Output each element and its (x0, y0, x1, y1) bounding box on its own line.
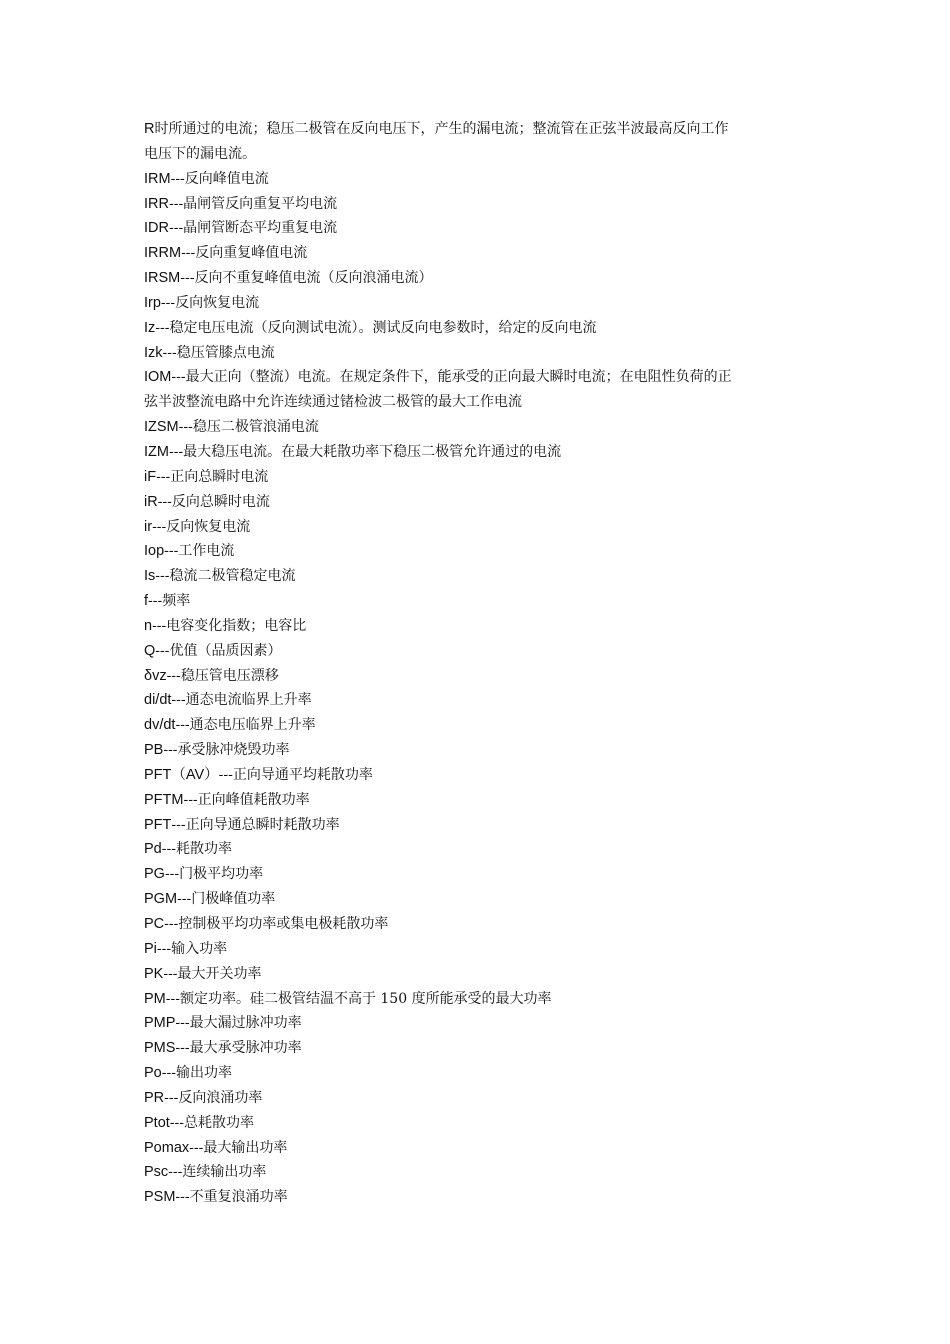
parameter-symbol: Iop (144, 543, 165, 560)
parameter-symbol: IRR (144, 195, 169, 212)
parameter-description: ---反向恢复电流 (160, 294, 260, 311)
parameter-description: ---不重复浪涌功率 (175, 1189, 288, 1206)
parameter-symbol: Iz (144, 319, 156, 336)
parameter-symbol: IOM (144, 369, 172, 386)
text-line (144, 688, 814, 713)
parameter-symbol: Irp (144, 294, 161, 311)
parameter-symbol: PFTM (144, 791, 184, 808)
parameter-symbol: Q (144, 642, 156, 659)
parameter-symbol: PSM (144, 1189, 176, 1206)
text-line (144, 813, 814, 838)
parameter-description: ---频率 (148, 593, 191, 610)
parameter-description: ---优值（品质因素） (155, 642, 282, 659)
parameter-description: ---输入功率 (156, 940, 228, 957)
parameter-symbol: IRSM (144, 270, 181, 287)
text-line (144, 1136, 814, 1161)
parameter-symbol: PMP (144, 1015, 176, 1032)
parameter-symbol: iR (144, 493, 158, 510)
text-line (144, 1061, 814, 1086)
text-line (144, 639, 814, 664)
parameter-symbol: Po (144, 1065, 162, 1082)
parameter-symbol: PK (144, 965, 164, 982)
parameter-symbol: Pomax (144, 1139, 190, 1156)
parameter-description: ---反向总瞬时电流 (157, 493, 270, 510)
parameter-description: ---稳压管电压漂移 (166, 667, 279, 684)
parameter-symbol: IRRM (144, 245, 182, 262)
text-line (144, 713, 814, 738)
parameter-description: ---输出功率 (161, 1065, 232, 1082)
parameter-description: ---通态电压临界上升率 (175, 717, 316, 734)
parameter-description: ---电容变化指数；电容比 (152, 617, 307, 634)
parameter-symbol: Izk (144, 344, 163, 361)
parameter-description: 弦半波整流电路中允许连续通过锗检波二极管的最大工作电流 (144, 394, 522, 411)
parameter-description: ---正向峰值耗散功率 (183, 791, 310, 808)
text-line (144, 763, 814, 788)
parameter-symbol: dv/dt (144, 717, 176, 734)
text-line (144, 1185, 814, 1210)
parameter-description: ---额定功率。硅二极管结温不高于 150 度所能承受的最大功率 (165, 990, 552, 1007)
parameter-description: ---最大输出功率 (189, 1139, 288, 1156)
parameter-description: ---反向浪涌功率 (164, 1089, 263, 1106)
parameter-description: ---最大漏过脉冲功率 (175, 1015, 302, 1032)
text-line (144, 664, 814, 689)
parameter-symbol: Pd (144, 841, 162, 858)
text-line (144, 1011, 814, 1036)
text-line (144, 192, 814, 217)
parameter-description: ---正向导通平均耗散功率 (218, 766, 373, 783)
parameter-description: ---稳压管膝点电流 (162, 344, 275, 361)
parameter-description: ---反向恢复电流 (152, 518, 251, 535)
parameter-symbol: Psc (144, 1164, 169, 1181)
parameter-symbol: PR (144, 1089, 165, 1106)
parameter-description: ---稳流二极管稳定电流 (155, 568, 296, 585)
parameter-symbol: n (144, 617, 153, 634)
text-line (144, 837, 814, 862)
parameter-description: 时所通过的电流；稳压二极管在反向电压下，产生的漏电流；整流管在正弦半波最高反向工作 (154, 121, 729, 137)
parameter-description: ---耗散功率 (161, 841, 232, 858)
text-line (144, 962, 814, 987)
parameter-symbol: PGM (144, 891, 178, 908)
parameter-description: ---反向峰值电流 (170, 170, 269, 187)
text-line (144, 788, 814, 813)
parameter-description: ---门极平均功率 (164, 866, 264, 883)
text-line (144, 1036, 814, 1061)
parameter-description: ---晶闸管断态平均重复电流 (168, 220, 338, 237)
document-body (144, 117, 814, 1210)
parameter-description: ---最大正向（整流）电流。在规定条件下，能承受的正向最大瞬时电流；在电阻性负荷的正 (171, 369, 732, 386)
parameter-symbol: PMS (144, 1040, 176, 1057)
parameter-symbol: iF (144, 468, 157, 485)
parameter-symbol: IZM (144, 443, 169, 460)
parameter-description: ---稳压二极管浪涌电流 (178, 419, 319, 436)
text-line (144, 167, 814, 192)
text-line (144, 390, 814, 415)
text-line (144, 614, 814, 639)
parameter-description: ---反向重复峰值电流 (181, 245, 308, 262)
parameter-description: ---工作电流 (164, 543, 235, 560)
text-line (144, 117, 814, 142)
text-line (144, 589, 814, 614)
text-line (144, 564, 814, 589)
parameter-symbol: δvz (144, 667, 167, 684)
parameter-description: ---最大承受脉冲功率 (175, 1040, 302, 1057)
parameter-description: ---通态电流临界上升率 (171, 692, 312, 709)
text-line (144, 862, 814, 887)
parameter-symbol: Ptot (144, 1114, 170, 1131)
parameter-symbol: PC (144, 916, 165, 932)
parameter-description: ---正向总瞬时电流 (156, 468, 269, 485)
text-line (144, 912, 814, 937)
text-line (144, 241, 814, 266)
parameter-description: ---总耗散功率 (169, 1114, 254, 1131)
parameter-symbol: IZSM (144, 419, 179, 436)
text-line (144, 415, 814, 440)
parameter-description: ---控制极平均功率或集电极耗散功率 (164, 916, 389, 932)
parameter-symbol: PB (144, 742, 164, 759)
parameter-symbol: IDR (144, 220, 169, 237)
parameter-description: ---连续输出功率 (168, 1164, 267, 1181)
parameter-symbol: ir (144, 518, 153, 535)
parameter-symbol: PG (144, 866, 165, 883)
text-line (144, 515, 814, 540)
parameter-symbol: R (144, 121, 155, 137)
text-line (144, 440, 814, 465)
parameter-symbol: Pi (144, 940, 157, 957)
text-line (144, 1086, 814, 1111)
parameter-symbol: di/dt (144, 692, 172, 709)
parameter-symbol: f (144, 593, 149, 610)
parameter-description: ---承受脉冲烧毁功率 (163, 742, 290, 759)
text-line (144, 365, 814, 390)
text-line (144, 341, 814, 366)
parameter-symbol: PFT (144, 816, 172, 833)
parameter-description: ---门极峰值功率 (177, 891, 276, 908)
text-line (144, 1111, 814, 1136)
parameter-symbol: IRM (144, 170, 171, 187)
text-line (144, 1160, 814, 1185)
text-line (144, 316, 814, 341)
parameter-description: ---最大开关功率 (163, 965, 262, 982)
text-line (144, 291, 814, 316)
parameter-symbol: Is (144, 568, 156, 585)
parameter-description: ---正向导通总瞬时耗散功率 (171, 816, 340, 833)
text-line (144, 539, 814, 564)
text-line (144, 987, 814, 1012)
text-line (144, 937, 814, 962)
parameter-description: ---最大稳压电流。在最大耗散功率下稳压二极管允许通过的电流 (168, 443, 562, 460)
parameter-symbol: PFT（AV） (144, 766, 219, 783)
parameter-description: ---反向不重复峰值电流（反向浪涌电流） (180, 270, 433, 287)
text-line (144, 266, 814, 291)
parameter-symbol: PM (144, 990, 166, 1007)
text-line (144, 142, 814, 167)
parameter-description: ---稳定电压电流（反向测试电流）。测试反向电参数时，给定的反向电流 (155, 319, 597, 336)
parameter-description: ---晶闸管反向重复平均电流 (168, 195, 338, 212)
text-line (144, 216, 814, 241)
text-line (144, 490, 814, 515)
text-line (144, 887, 814, 912)
parameter-description: 电压下的漏电流。 (144, 145, 256, 162)
text-line (144, 738, 814, 763)
text-line (144, 465, 814, 490)
